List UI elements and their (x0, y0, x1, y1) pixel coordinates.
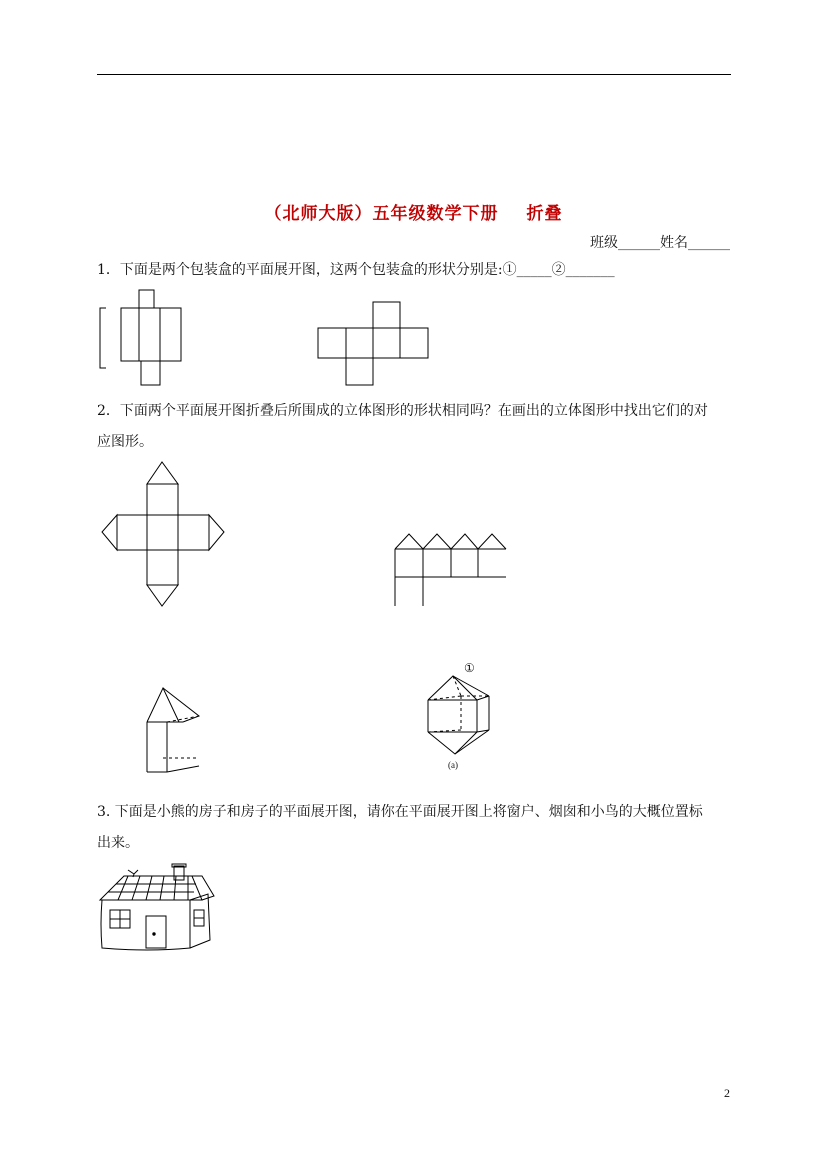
question-3: 3. 下面是小熊的房子和房子的平面展开图，请你在平面展开图上将窗户、烟囱和小鸟的大概位置标 出来。 (97, 804, 703, 851)
page-title: （北师大版）五年级数学下册 折叠 (264, 204, 563, 224)
question-2: 2．下面两个平面展开图折叠后所围成的立体图形的形状相同吗？在画出的立体图形中找出它们的对 应图形。 (97, 403, 708, 450)
q1-net-2 (316, 300, 431, 390)
question-1: 1．下面是两个包装盒的平面展开图，这两个包装盒的形状分别是:①_____②_______ (97, 262, 615, 278)
class-name-line: 班级______姓名______ (590, 235, 730, 251)
q1-net-1 (96, 288, 186, 388)
q2-solid-a (425, 672, 495, 756)
page-number: 2 (724, 1086, 730, 1100)
solid-a-caption: (a) (448, 760, 458, 770)
circled-label-1: ① (464, 661, 475, 675)
bear-house-illustration (98, 864, 214, 960)
header-rule (97, 74, 731, 75)
q2-net-strip (393, 532, 509, 608)
q2-solid-pyramid-prism (143, 686, 205, 776)
q2-net-cross (100, 460, 226, 608)
